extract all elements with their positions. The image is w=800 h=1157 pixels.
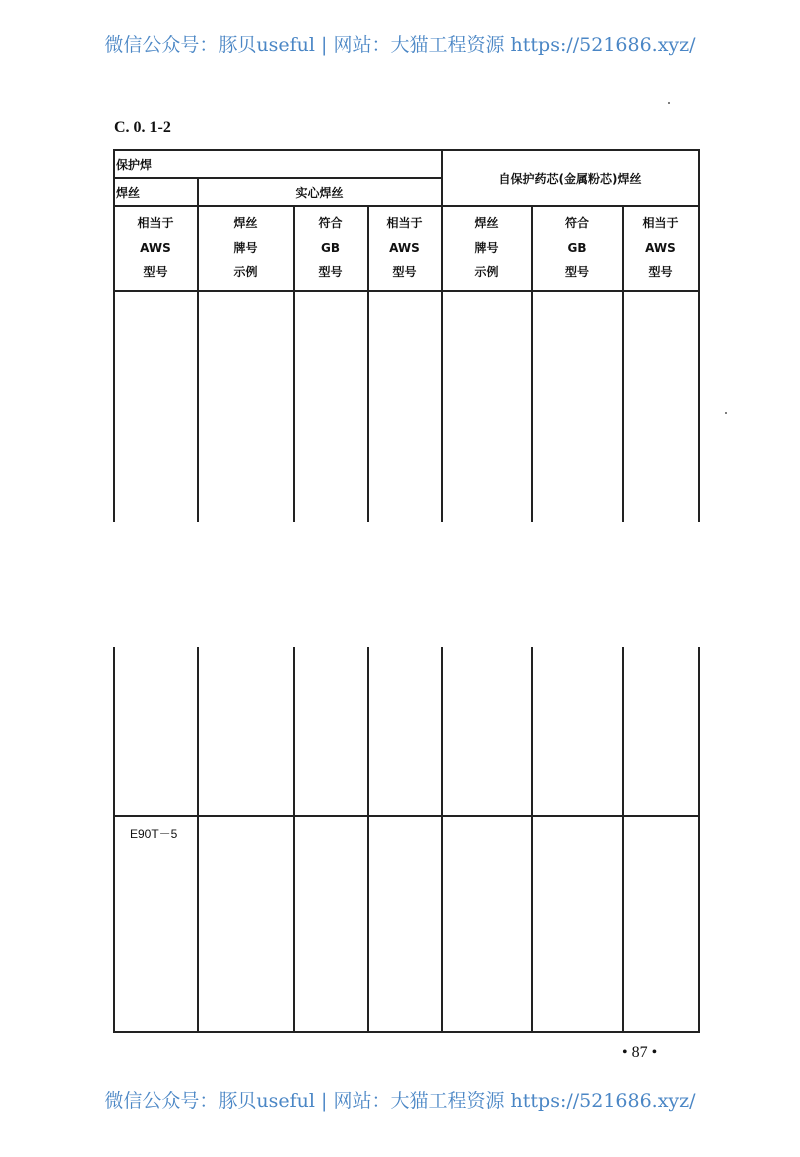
watermark-bottom: 微信公众号：豚贝useful | 网站：大猫工程资源 https://521686.xyz/ — [104, 1090, 696, 1112]
col-header-1 — [114, 211, 197, 285]
col-line-3-lower — [367, 647, 369, 1032]
col-header-5-line-3: 示例 — [474, 265, 499, 279]
col-header-6-line-2: GB — [567, 240, 587, 255]
col-header-2-line-2: 牌号 — [233, 240, 258, 255]
watermark-top: 微信公众号：豚贝useful | 网站：大猫工程资源 https://521686.xyz/ — [104, 34, 696, 56]
col-header-7 — [623, 211, 698, 285]
scan-speck — [725, 412, 727, 414]
table-row-rule — [113, 815, 700, 817]
col-header-2-line-3: 示例 — [233, 265, 258, 279]
col-header-7-line-1: 相当于 — [642, 216, 679, 230]
table-top-border — [113, 149, 700, 151]
col-header-2 — [198, 211, 293, 285]
col-line-0-lower — [113, 647, 115, 1032]
col-header-7-line-2: AWS — [645, 240, 676, 255]
table-rule-1 — [113, 177, 442, 179]
group-header-solid-wire: 实心焊丝 — [295, 186, 344, 200]
col-header-4 — [368, 211, 441, 285]
col-header-7-line-3: 型号 — [648, 265, 673, 279]
group-header-shielded: 保护焊 — [116, 158, 153, 172]
col-header-5-line-2: 牌号 — [474, 240, 499, 255]
col-header-1-line-1: 相当于 — [137, 216, 174, 230]
page-number: • 87 • — [622, 1044, 658, 1061]
col-header-6 — [532, 211, 622, 285]
col-line-6-lower — [622, 647, 624, 1032]
col-header-3-line-2: GB — [321, 240, 340, 255]
table-bottom-border — [113, 1031, 700, 1033]
col-header-4-line-3: 型号 — [392, 265, 417, 279]
col-header-6-line-3: 型号 — [564, 265, 589, 279]
table-rule-2 — [113, 205, 700, 207]
col-header-2-line-1: 焊丝 — [233, 216, 258, 230]
col-line-4-upper — [441, 149, 443, 522]
table-header-bottom — [113, 290, 700, 292]
group-header-self-shielded: 自保护药芯(金属粉芯)焊丝 — [498, 172, 642, 186]
col-header-4-line-2: AWS — [389, 240, 420, 255]
col-header-1-line-2: AWS — [140, 240, 171, 255]
col-line-7-upper — [698, 149, 700, 522]
col-line-1-lower — [197, 647, 199, 1032]
col-line-2-lower — [293, 647, 295, 1032]
col-header-3-line-1: 符合 — [318, 216, 343, 230]
col-header-3 — [294, 211, 367, 285]
col-line-5-lower — [531, 647, 533, 1032]
table-cell-aws-model: E90T－5 — [130, 827, 178, 841]
col-header-5 — [442, 211, 531, 285]
col-header-4-line-1: 相当于 — [386, 216, 423, 230]
col-line-0-upper — [113, 149, 115, 522]
scan-speck — [668, 102, 670, 104]
col-header-5-line-1: 焊丝 — [474, 216, 499, 230]
col-header-3-line-3: 型号 — [318, 265, 343, 279]
col-line-4-lower — [441, 647, 443, 1032]
section-id: C. 0. 1-2 — [114, 119, 171, 136]
col-header-6-line-1: 符合 — [564, 216, 589, 230]
col-line-7-lower — [698, 647, 700, 1032]
group-header-wire: 焊丝 — [116, 186, 141, 200]
col-header-1-line-3: 型号 — [143, 265, 168, 279]
